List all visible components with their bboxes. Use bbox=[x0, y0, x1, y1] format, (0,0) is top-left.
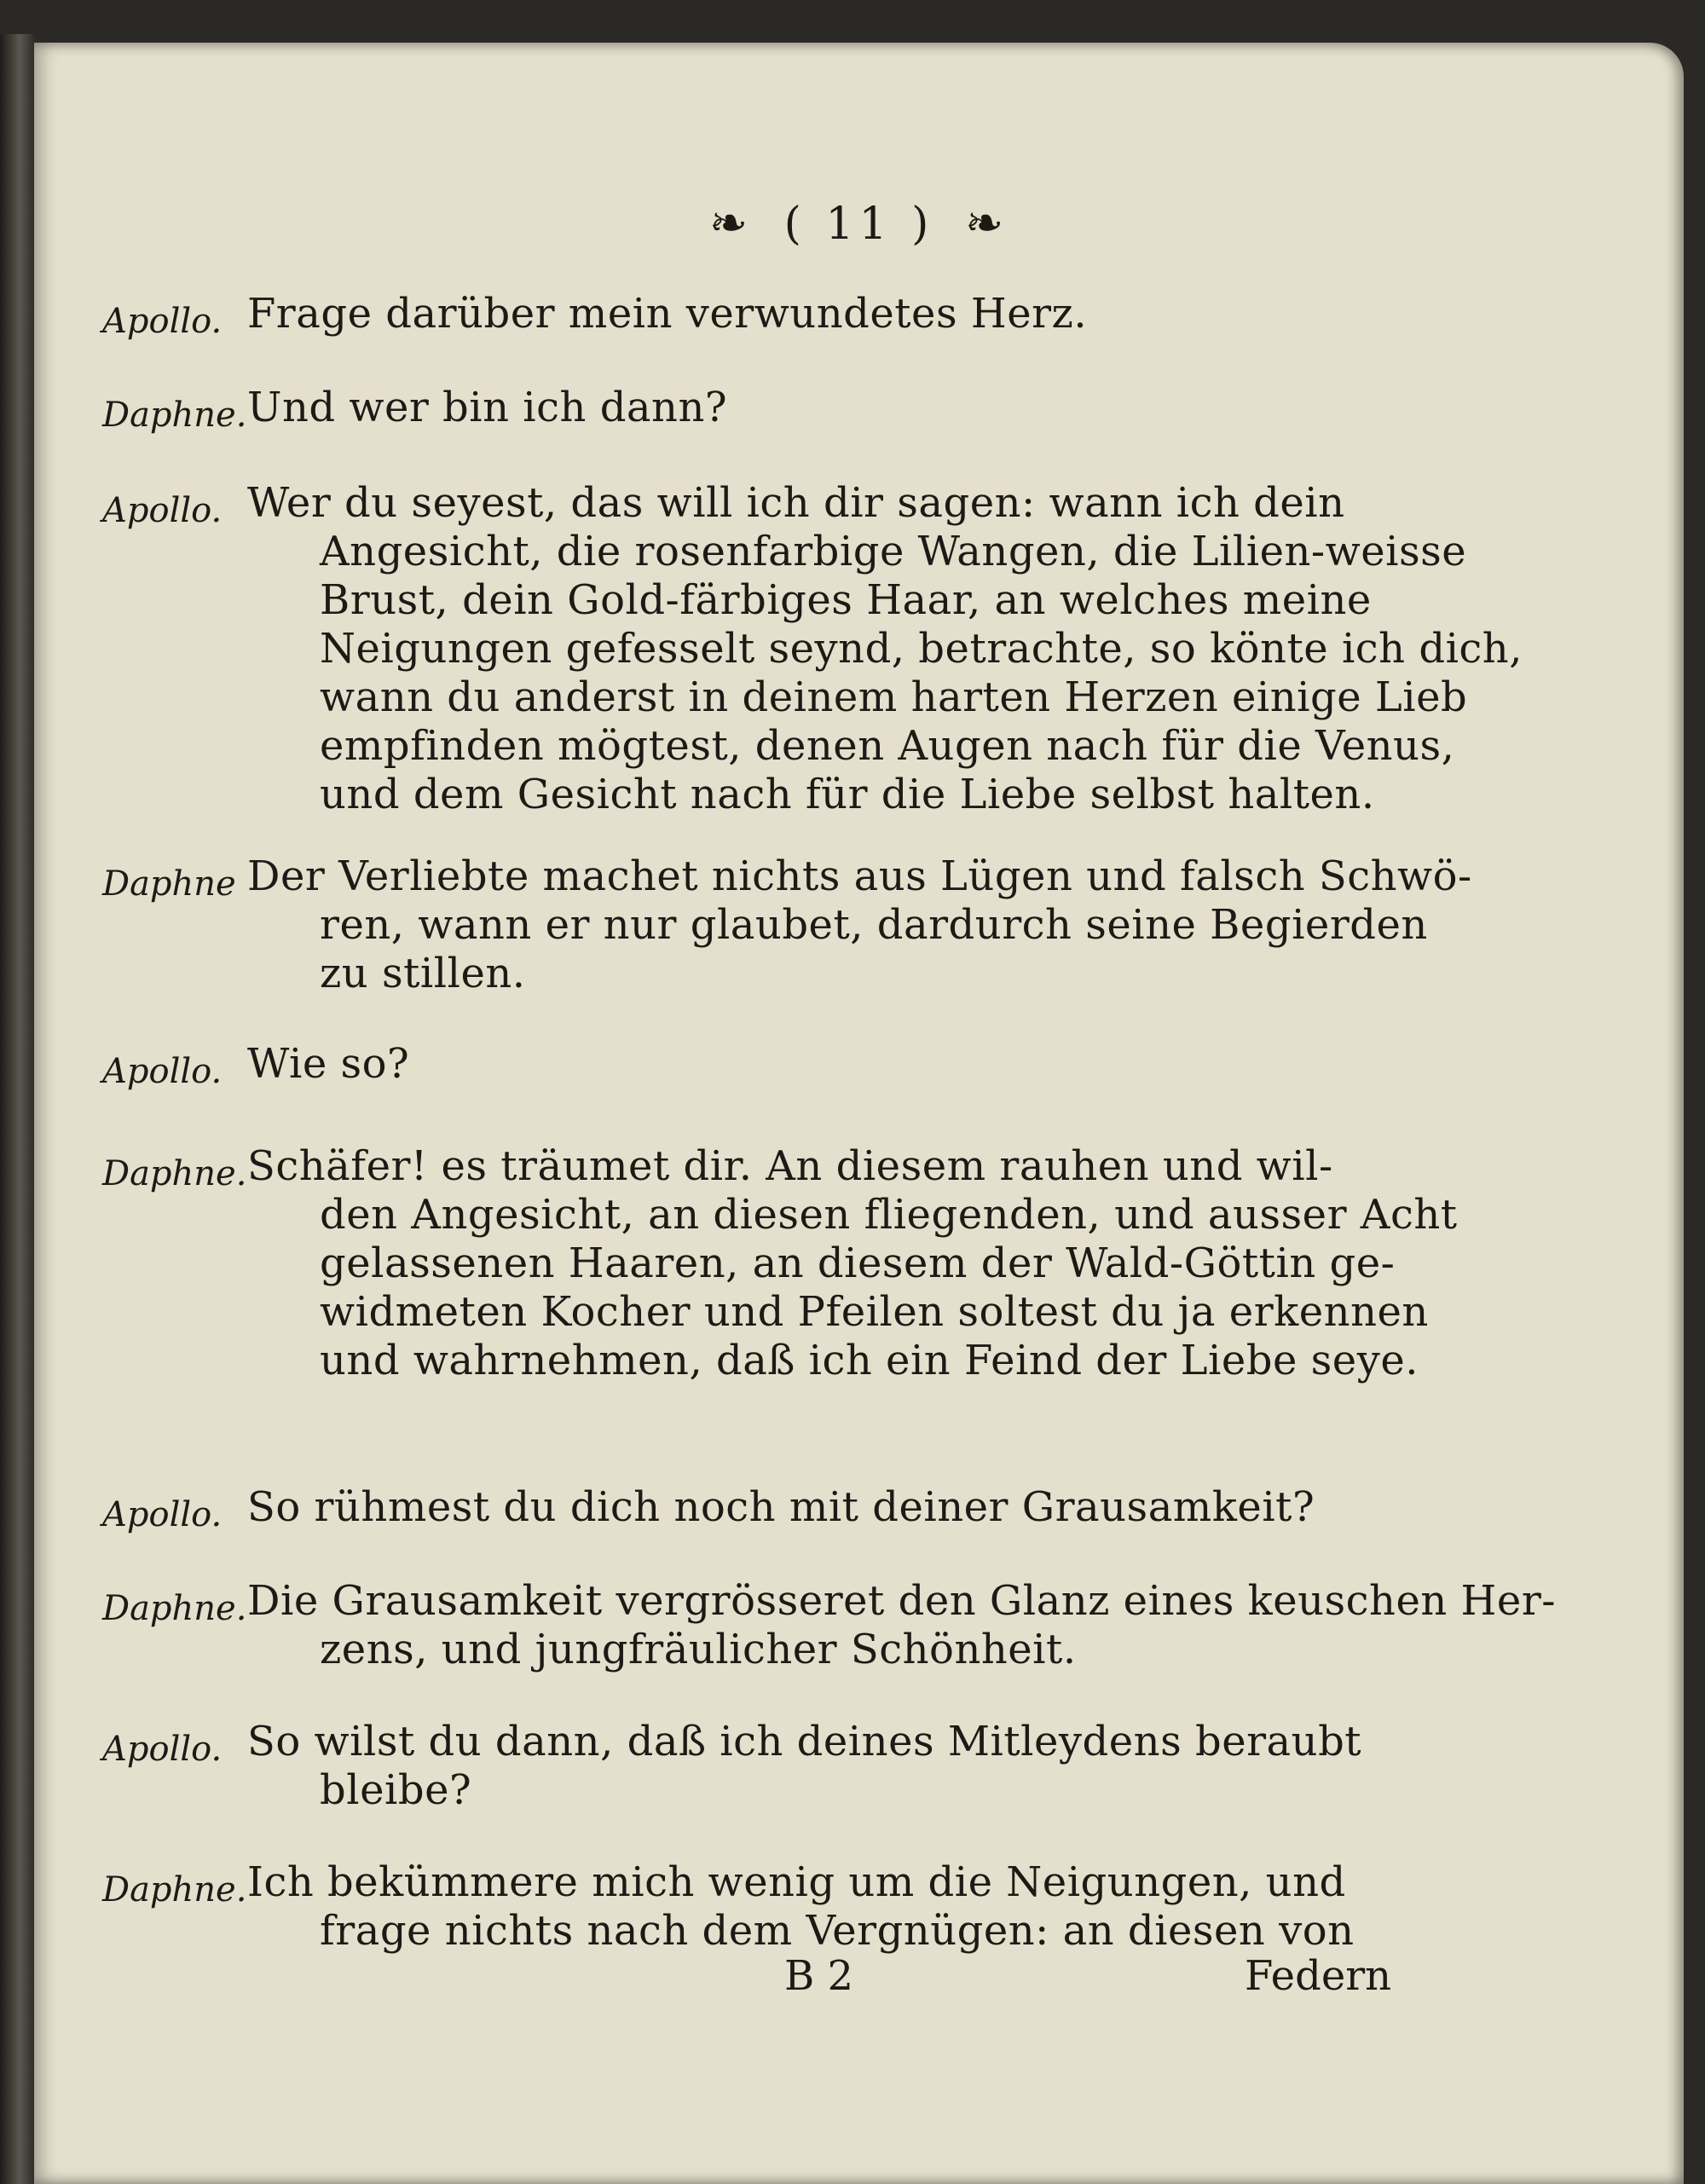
dialogue-line: ren, wann er nur glaubet, dardurch seine Begierden bbox=[320, 901, 1428, 949]
left-ornament-icon: ❧ bbox=[708, 196, 754, 250]
speaker-name: Apollo. bbox=[102, 491, 223, 530]
dialogue-line: empfinden mögtest, denen Augen nach für die Venus, bbox=[320, 722, 1455, 770]
dialogue-line: Wer du seyest, das will ich dir sagen: wann ich dein bbox=[247, 479, 1345, 527]
speaker-name: Daphne. bbox=[102, 1870, 247, 1910]
page-header bbox=[34, 196, 1684, 250]
dialogue-line: Wie so? bbox=[247, 1040, 410, 1088]
book-left-edge bbox=[0, 34, 36, 2184]
dialogue-line: widmeten Kocher und Pfeilen soltest du ja erkennen bbox=[320, 1288, 1429, 1336]
speaker-name: Daphne bbox=[102, 864, 236, 904]
speaker-name: Apollo. bbox=[102, 1730, 223, 1769]
dialogue-line: frage nichts nach dem Vergnügen: an diesen von bbox=[320, 1907, 1355, 1955]
dialogue-line: Schäfer! es träumet dir. An diesem rauhen und wil- bbox=[247, 1142, 1333, 1190]
speaker-name: Daphne. bbox=[102, 1154, 247, 1193]
dialogue-line: und wahrnehmen, daß ich ein Feind der Liebe seye. bbox=[320, 1337, 1419, 1384]
page-number: ( 11 ) bbox=[783, 199, 934, 250]
speaker-name: Daphne. bbox=[102, 1589, 247, 1628]
dialogue-line: bleibe? bbox=[320, 1766, 472, 1814]
dialogue-line: Der Verliebte machet nichts aus Lügen und falsch Schwö- bbox=[247, 852, 1472, 900]
dialogue-line: zu stillen. bbox=[320, 950, 526, 997]
dialogue-line: den Angesicht, an diesen fliegenden, und ausser Acht bbox=[320, 1191, 1458, 1239]
dialogue-line: Brust, dein Gold-färbiges Haar, an welches meine bbox=[320, 576, 1372, 624]
speaker-name: Apollo. bbox=[102, 1495, 223, 1534]
dialogue-line: Ich bekümmere mich wenig um die Neigungen, und bbox=[247, 1858, 1346, 1906]
speaker-name: Apollo. bbox=[102, 302, 223, 341]
dialogue-line: Frage darüber mein verwundetes Herz. bbox=[247, 290, 1088, 338]
dialogue-line: Neigungen gefesselt seynd, betrachte, so könte ich dich, bbox=[320, 625, 1523, 673]
dialogue-line: zens, und jungfräulicher Schönheit. bbox=[320, 1626, 1077, 1673]
dialogue-line: Und wer bin ich dann? bbox=[247, 384, 728, 431]
dialogue-line: Die Grausamkeit vergrösseret den Glanz eines keuschen Her- bbox=[247, 1577, 1556, 1625]
dialogue-line: Angesicht, die rosenfarbige Wangen, die Lilien-weisse bbox=[320, 528, 1467, 575]
dialogue-line: und dem Gesicht nach für die Liebe selbst halten. bbox=[320, 771, 1375, 818]
dialogue-line: So rühmest du dich noch mit deiner Grausamkeit? bbox=[247, 1483, 1315, 1531]
book-page bbox=[34, 43, 1684, 2184]
signature-mark: B 2 bbox=[784, 1952, 854, 2000]
dialogue-line: gelassenen Haaren, an diesem der Wald-Göttin ge- bbox=[320, 1239, 1396, 1287]
speaker-name: Daphne. bbox=[102, 396, 247, 435]
right-ornament-icon: ❧ bbox=[964, 196, 1009, 250]
catchword: Federn bbox=[1245, 1952, 1392, 2000]
speaker-name: Apollo. bbox=[102, 1052, 223, 1091]
dialogue-line: So wilst du dann, daß ich deines Mitleydens beraubt bbox=[247, 1718, 1362, 1765]
dialogue-line: wann du anderst in deinem harten Herzen einige Lieb bbox=[320, 673, 1468, 721]
page-footer bbox=[34, 1952, 1684, 2003]
